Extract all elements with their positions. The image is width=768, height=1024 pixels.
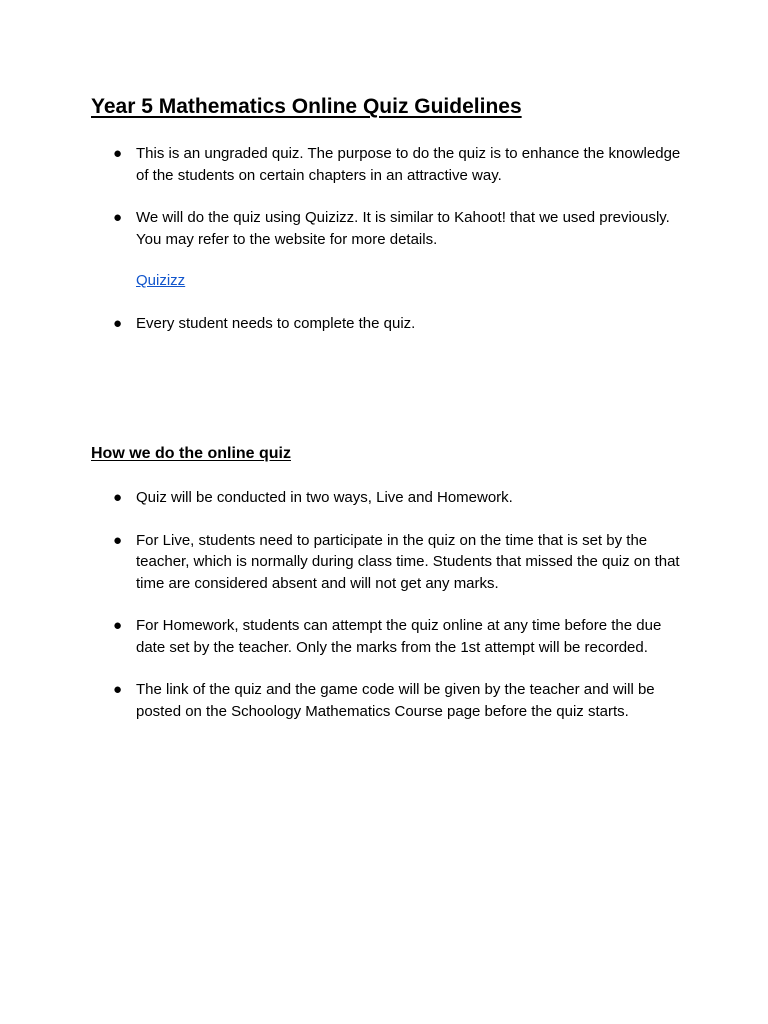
section-heading: How we do the online quiz <box>91 445 291 462</box>
bullet-dot-icon: ● <box>113 209 123 226</box>
list-item <box>0 313 768 335</box>
list-item-text: For Live, students need to participate in the quiz on the time that is set by the teacher, which is normally during class time. Students that missed the quiz on that time are considered absent and will not get any marks. <box>136 531 680 592</box>
list-item <box>0 615 768 658</box>
bullet-dot-icon: ● <box>113 489 123 506</box>
list-item-text: This is an ungraded quiz. The purpose to do the quiz is to enhance the knowledge of the students on certain chapters in an attractive way. <box>136 145 681 184</box>
list-item <box>0 487 768 509</box>
bullet-dot-icon: ● <box>113 145 123 162</box>
list-item <box>0 143 768 186</box>
bullet-dot-icon: ● <box>113 681 123 698</box>
link-row <box>0 270 768 292</box>
list-item-text: We will do the quiz using Quizizz. It is similar to Kahoot! that we used previously. You may refer to the website for more details. <box>136 209 670 248</box>
bullet-dot-icon: ● <box>113 531 123 549</box>
how-bullet-list <box>0 487 768 743</box>
document-title: Year 5 Mathematics Online Quiz Guidelines <box>91 95 522 118</box>
bullet-dot-icon: ● <box>113 314 123 332</box>
list-item <box>0 679 768 722</box>
list-item-text: Quiz will be conducted in two ways, Live and Homework. <box>136 489 513 506</box>
list-item-text: For Homework, students can attempt the quiz online at any time before the due date set by the teacher. Only the marks from the 1st attempt will be recorded. <box>136 617 662 656</box>
list-item <box>0 530 768 595</box>
intro-bullet-list <box>0 143 768 355</box>
list-item-text: Every student needs to complete the quiz. <box>136 314 416 332</box>
quizizz-link[interactable]: Quizizz <box>136 272 186 289</box>
list-item-text: The link of the quiz and the game code will be given by the teacher and will be posted on the Schoology Mathematics Course page before the quiz starts. <box>136 681 655 720</box>
list-item <box>0 207 768 250</box>
bullet-dot-icon: ● <box>113 617 123 634</box>
